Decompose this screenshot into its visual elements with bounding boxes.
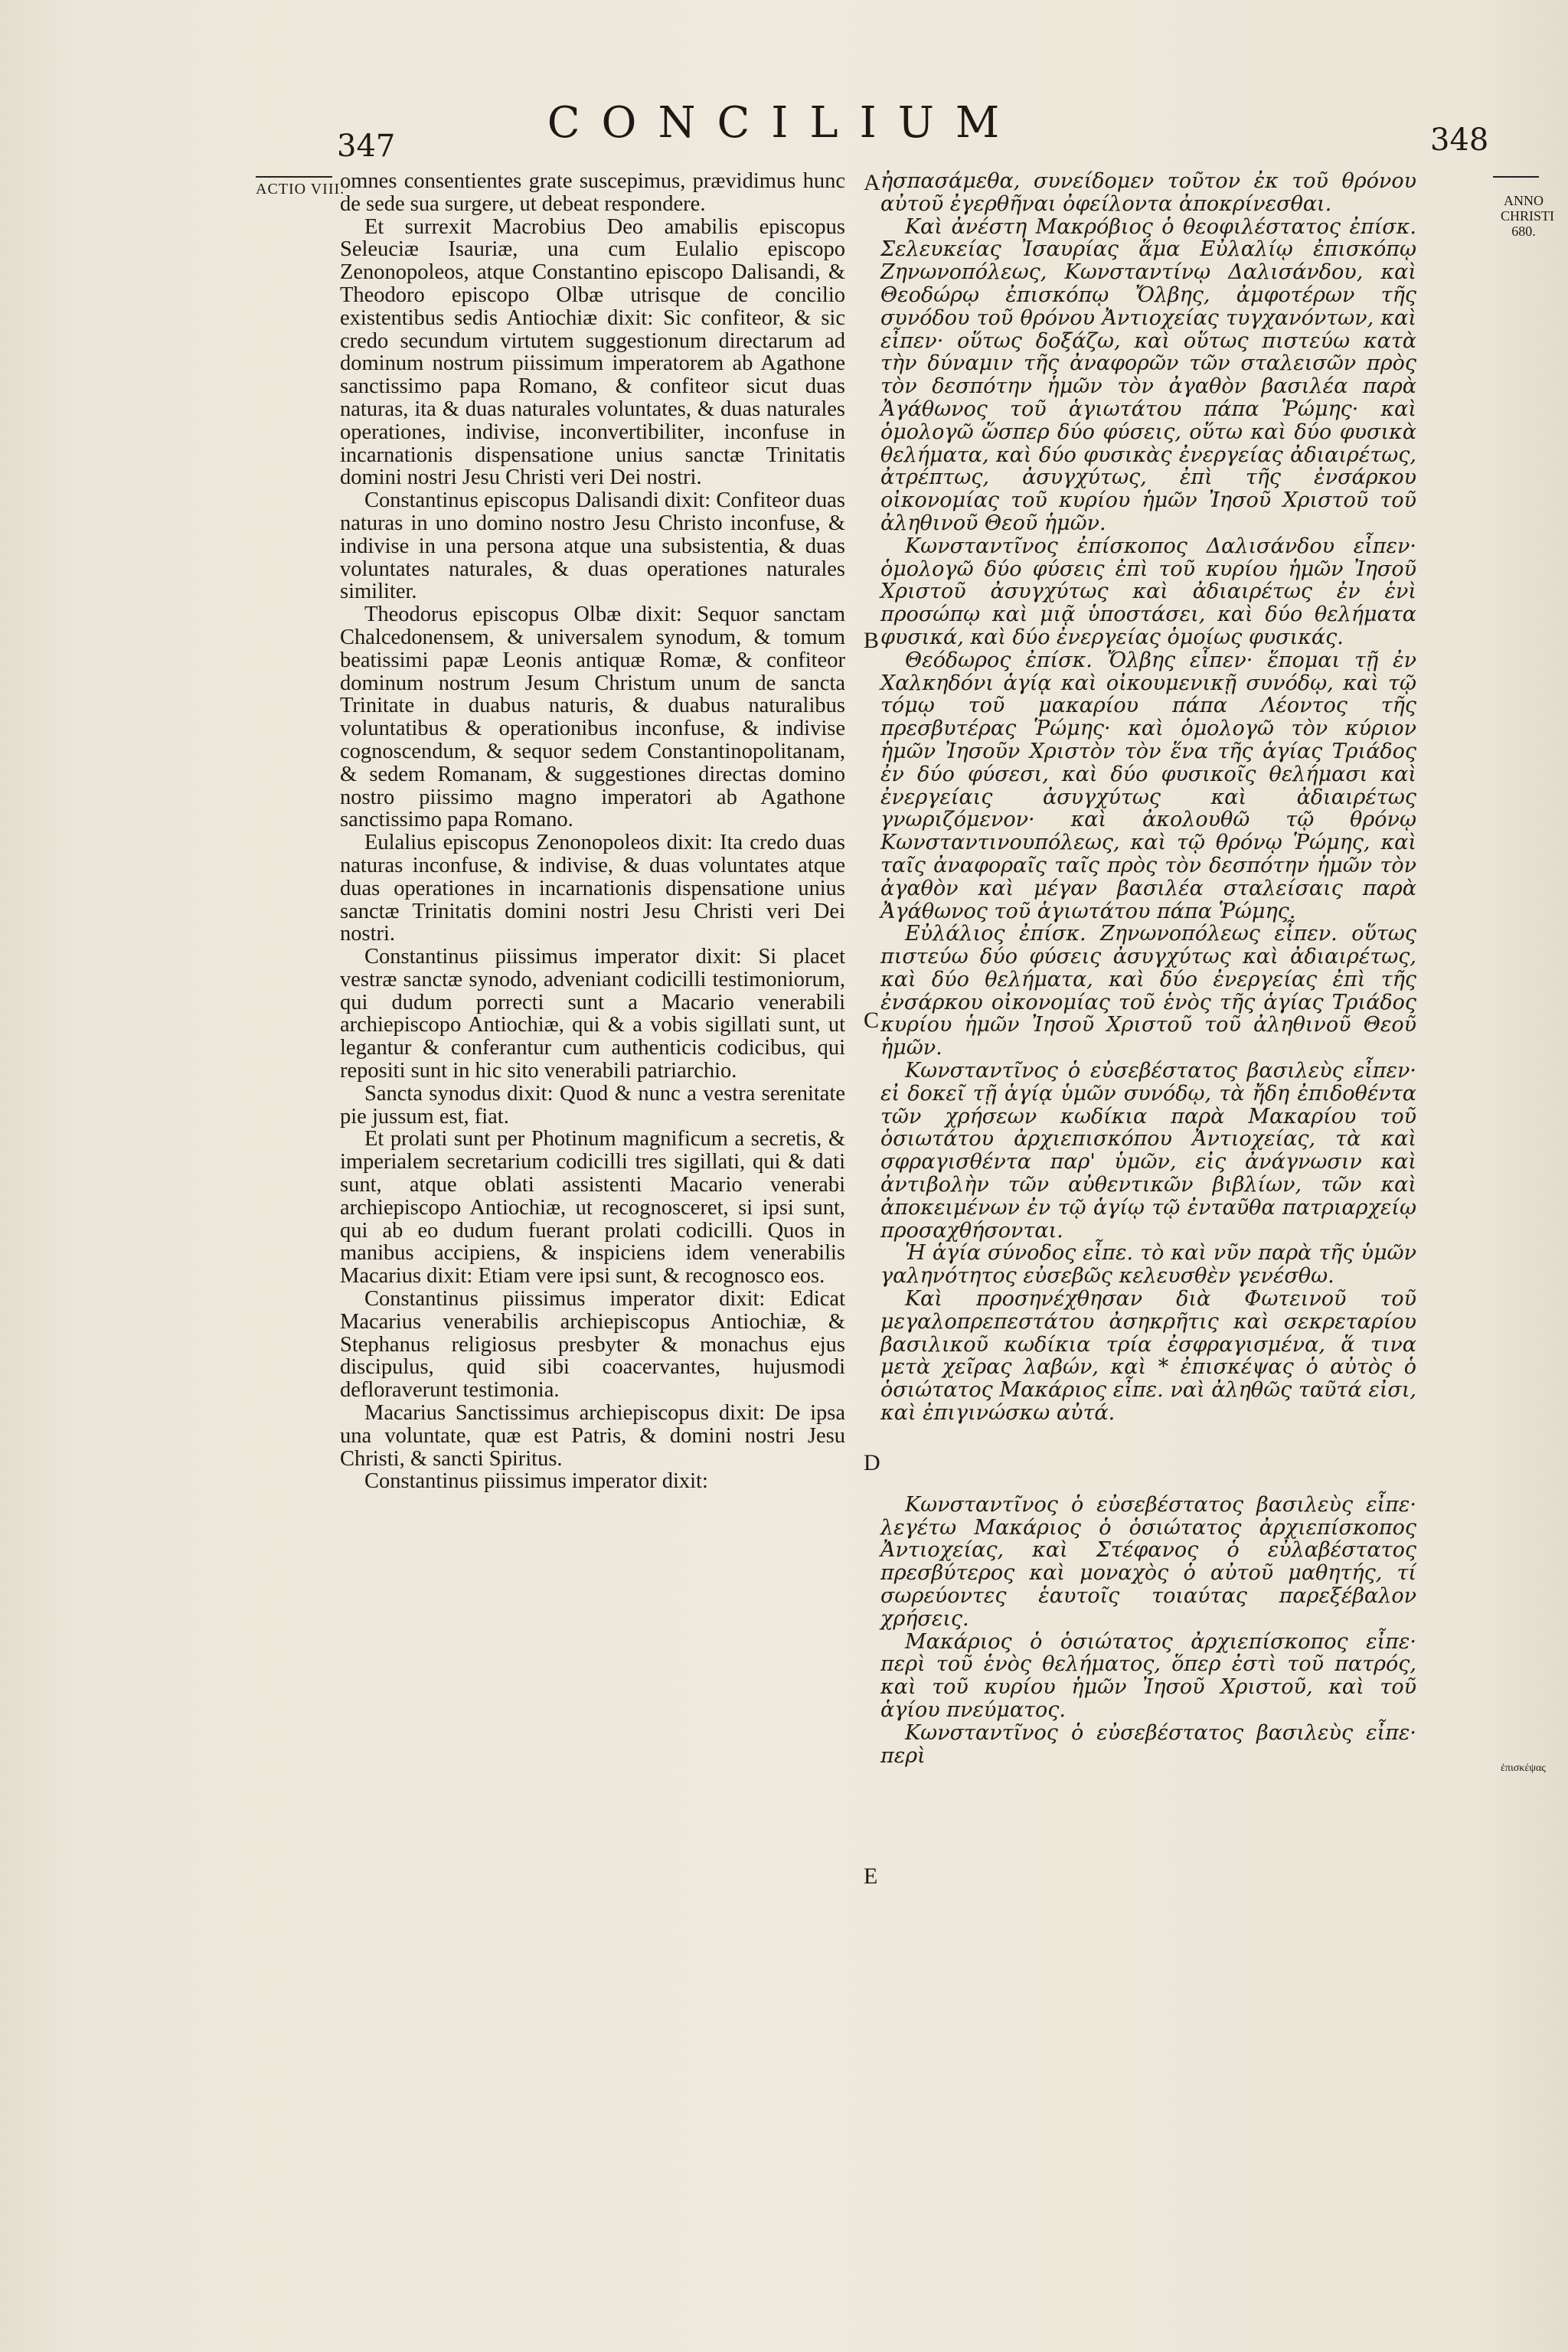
section-letter-d: D xyxy=(864,1450,880,1475)
margin-note-right: ἐπισκέψας xyxy=(1501,1762,1546,1774)
latin-paragraph: Constantinus piissimus imperator dixit: Si placet vestræ sanctæ synodo, adveniant codicilli testimoniorum, qui dudum porrecti sunt a Macario venerabili archiepiscopo Antiochiæ, qui & a vobis sigillati sunt, ut legantur & conferantur cum authenticis codicibus, qui repositi sunt in hic sito venerabili patriarchio. xyxy=(340,945,845,1083)
greek-paragraph: Μακάριος ὁ ὁσιώτατος ἀρχιεπίσκοπος εἶπε· περὶ τοῦ ἑνὸς θελήματος, ὅπερ ἐστὶ τοῦ πατρός, καὶ τοῦ κυρίου ἡμῶν Ἰησοῦ Χριστοῦ, καὶ τοῦ ἁγίου πνεύματος. xyxy=(880,1629,1416,1722)
greek-paragraph: Κωνσταντῖνος ἐπίσκοπος Δαλισάνδου εἶπεν· ὁμολογῶ δύο φύσεις ἐπὶ τοῦ κυρίου ἡμῶν Ἰησοῦ Χριστοῦ ἀσυγχύτως καὶ ἀδιαιρέτως ἐν ἑνὶ προσώπῳ καὶ μιᾷ ὑποστάσει, καὶ δύο θελήματα φυσικά, καὶ δύο ἐνεργείας ὁμοίως φυσικάς. xyxy=(880,534,1416,649)
greek-paragraph: Ἡ ἁγία σύνοδος εἶπε. τὸ καὶ νῦν παρὰ τῆς ὑμῶν γαληνότητος εὐσεβῶς κελευσθὲν γενέσθω. xyxy=(880,1241,1416,1289)
latin-paragraph: Et surrexit Macrobius Deo amabilis episcopus Seleuciæ Isauriæ, una cum Eulalio episcopo Zenonopoleos, atque Constantino episcopo Dalisandi, & Theodoro episcopo Olbæ utrisque de concilio existentibus sedis Antiochiæ dixit: Sic confiteor, & sic credo secundum virtutem suggestionum directarum ad dominum nostrum piissimum imperatorem ab Agathone sanctissimo papa Romano, & confiteor sicut duas naturas, ita & duas naturales voluntates, & duas naturales operationes, indivise, inconvertibiliter, inconfuse in incarnationis dispensatione unius sanctæ Trinitatis domini nostri Jesu Christi veri Dei nostri. xyxy=(340,214,845,490)
latin-paragraph: Eulalius episcopus Zenonopoleos dixit: Ita credo duas naturas inconfuse, & indivise, & duas voluntates atque duas operationes in incarnationis dispensatione unius sanctæ Trinitatis domini nostri Jesu Christi veri Dei nostri. xyxy=(340,831,845,946)
margin-rule-left xyxy=(256,176,332,178)
latin-paragraph: Sancta synodus dixit: Quod & nunc a vestra serenitate pie jussum est, fiat. xyxy=(340,1081,845,1129)
latin-paragraph: Constantinus piissimus imperator dixit: Edicat Macarius venerabilis archiepiscopus Antiochiæ, & Stephanus religiosus presbyter & monachus ejus discipulus, quid sibi coacervantes, hujusmodi defloraverunt testimonia. xyxy=(340,1287,845,1403)
margin-label-anno xyxy=(1501,193,1555,239)
greek-paragraph: Κωνσταντῖνος ὁ εὐσεβέστατος βασιλεὺς εἶπεν· εἰ δοκεῖ τῇ ἁγίᾳ ὑμῶν συνόδῳ, τὰ ἤδη ἐπιδοθέντα τῶν χρήσεων κωδίκια παρὰ Μακαρίου τοῦ ὁσιωτάτου ἀρχιεπισκόπου Ἀντιοχείας, τὰ καὶ σφραγισθέντα παρ' ὑμῶν, εἰς ἀνάγνωσιν καὶ ἀντιβολὴν τῶν αὐθεντικῶν βιβλίων, τῶν καὶ ἀποκειμένων ἐν τῷ ἁγίῳ τῷ ἐνταῦθα πατριαρχείῳ προσαχθήσονται. xyxy=(880,1059,1416,1243)
section-letter-a: A xyxy=(864,170,880,195)
latin-paragraph: Macarius Sanctissimus archiepiscopus dixit: De ipsa una voluntate, quæ est Patris, & domini nostri Jesu Christi, & sancti Spiritus. xyxy=(340,1401,845,1471)
greek-column xyxy=(880,170,1416,1767)
greek-paragraph: Θεόδωρος ἐπίσκ. Ὄλβης εἶπεν· ἕπομαι τῇ ἐν Χαλκηδόνι ἁγίᾳ καὶ οἰκουμενικῇ συνόδῳ, καὶ τῷ τόμῳ τοῦ μακαρίου πάπα Λέοντος τῆς πρεσβυτέρας Ῥώμης· καὶ ὁμολογῶ τὸν κύριον ἡμῶν Ἰησοῦν Χριστὸν τὸν ἕνα τῆς ἁγίας Τριάδος ἐν δύο φύσεσι, καὶ δύο φυσικοῖς θελήμασι καὶ ἐνεργείαις ἀσυγχύτως καὶ ἀδιαιρέτως γνωριζόμενον· καὶ ἀκολουθῶ τῷ θρόνῳ Κωνσταντινουπόλεως, καὶ τῷ θρόνῳ Ῥώμης, καὶ ταῖς ἀναφοραῖς ταῖς πρὸς τὸν δεσπότην ἡμῶν τὸν ἀγαθὸν καὶ μέγαν βασιλέα σταλείσαις παρὰ Ἀγάθωνος τοῦ ἁγιωτάτου πάπα Ῥώμης. xyxy=(880,648,1416,923)
latin-paragraph: Theodorus episcopus Olbæ dixit: Sequor sanctam Chalcedonensem, & universalem synodum, & tomum beatissimi papæ Leonis antiquæ Romæ, & confiteor dominum nostrum Jesum Christum unum de sancta Trinitate in duabus naturis, & duabus naturalibus voluntatibus & operationibus inconfuse, & indivise cognoscendum, & sequor sedem Constantinopolitanam, & sedem Romanam, & suggestiones directas domino nostro piissimo magno imperatori ab Agathone sanctissimo papa Romano. xyxy=(340,603,845,832)
running-title: CONCILIUM xyxy=(547,98,1021,148)
section-letter-c: C xyxy=(864,1008,880,1033)
latin-paragraph: omnes consentientes grate suscepimus, prævidimus hunc de sede sua surgere, ut debeat respondere. xyxy=(340,169,845,216)
section-letter-b: B xyxy=(864,628,880,653)
christi-label: CHRISTI xyxy=(1501,208,1555,224)
latin-paragraph: Constantinus piissimus imperator dixit: xyxy=(364,1469,708,1494)
latin-paragraph: Constantinus episcopus Dalisandi dixit: Confiteor duas naturas in uno domino nostro Jesu Christo inconfuse, & indivise in una persona atque una subsistentia, & duas voluntates naturales, & duas operationes naturales similiter. xyxy=(340,488,845,604)
greek-paragraph: Κωνσταντῖνος ὁ εὐσεβέστατος βασιλεὺς εἶπε· περὶ xyxy=(880,1720,1416,1768)
greek-paragraph: Καὶ προσηνέχθησαν διὰ Φωτεινοῦ τοῦ μεγαλοπρεπεστάτου ἀσηκρῆτις καὶ σεκρεταρίου βασιλικοῦ κωδίκια τρία ἐσφραγισμένα, ἅ τινα μετὰ χεῖρας λαβών, καὶ * ἐπισκέψας ὁ αὐτὸς ὁ ὁσιώτατος Μακάριος εἶπε. ναὶ ἀληθῶς ταῦτά εἰσι, καὶ ἐπιγινώσκω αὐτά. xyxy=(880,1287,1416,1426)
greek-paragraph: Κωνσταντῖνος ὁ εὐσεβέστατος βασιλεὺς εἶπε· λεγέτω Μακάριος ὁ ὁσιώτατος ἀρχιεπίσκοπος Ἀντιοχείας, καὶ Στέφανος ὁ εὐλαβέστατος πρεσβύτερος καὶ μοναχὸς ὁ αὐτοῦ μαθητής, τί σωρεύοντες ἑαυτοῖς τοιαύτας παρεξέβαλον χρήσεις. xyxy=(880,1492,1416,1631)
margin-label-actio: ACTIO VIII. xyxy=(256,181,345,198)
latin-paragraph: Et prolati sunt per Photinum magnificum a secretis, & imperialem secretarium codicilli tres sigillati, qui & dati sunt, atque oblati assistenti Macario venerabi archiepiscopo Antiochiæ, ut recognosceret, si ipsi sunt, qui ab eo dudum fuerant prolati codicilli. Quos in manibus accipiens, & inspiciens idem venerabilis Macarius dixit: Etiam vere ipsi sunt, & recognosco eos. xyxy=(340,1127,845,1289)
page-number-left: 347 xyxy=(337,129,396,164)
greek-paragraph: Εὐλάλιος ἐπίσκ. Ζηνωνοπόλεως εἶπεν. οὕτως πιστεύω δύο φύσεις ἀσυγχύτως καὶ ἀδιαιρέτως, καὶ δύο θελήματα, καὶ δύο ἐνεργείας ἐπὶ τῆς ἐνσάρκου οἰκονομίας τοῦ ἑνὸς τῆς ἁγίας Τριάδος κυρίου ἡμῶν Ἰησοῦ Χριστοῦ τοῦ ἀληθινοῦ Θεοῦ ἡμῶν. xyxy=(880,922,1416,1060)
latin-column xyxy=(340,170,845,1493)
page-number-right: 348 xyxy=(1430,122,1489,158)
year-label: 680. xyxy=(1511,224,1536,239)
anno-label: ANNO xyxy=(1504,193,1544,208)
margin-rule-right xyxy=(1493,176,1539,178)
greek-paragraph: ἠσπασάμεθα, συνείδομεν τοῦτον ἐκ τοῦ θρόνου αὐτοῦ ἐγερθῆναι ὀφείλοντα ἀποκρίνεσθαι. xyxy=(880,169,1416,216)
section-letter-e: E xyxy=(864,1864,878,1889)
page-header xyxy=(0,98,1568,164)
greek-paragraph: Καὶ ἀνέστη Μακρόβιος ὁ θεοφιλέστατος ἐπίσκ. Σελευκείας Ἰσαυρίας ἅμα Εὐλαλίῳ ἐπισκόπῳ Ζηνωνοπόλεως, Κωνσταντίνῳ Δαλισάνδου, καὶ Θεοδώρῳ ἐπισκόπῳ Ὄλβης, ἀμφοτέρων τῆς συνόδου τοῦ θρόνου Ἀντιοχείας τυγχανόντων, καὶ εἶπεν· οὕτως δοξάζω, καὶ οὕτως πιστεύω κατὰ τὴν δύναμιν τῆς ἀναφορῶν τῶν σταλεισῶν πρὸς τὸν δεσπότην ἡμῶν τὸν ἀγαθὸν βασιλέα παρὰ Ἀγάθωνος τοῦ ἁγιωτάτου πάπα Ῥώμης· καὶ ὁμολογῶ ὥσπερ δύο φύσεις, οὕτω καὶ δύο φυσικὰ θελήματα, καὶ δύο φυσικὰς ἐνεργείας ἀδιαιρέτως, ἀτρέπτως, ἀσυγχύτως, ἐπὶ τῆς ἐνσάρκου οἰκονομίας τοῦ κυρίου ἡμῶν Ἰησοῦ Χριστοῦ τοῦ ἀληθινοῦ Θεοῦ ἡμῶν. xyxy=(880,214,1416,535)
